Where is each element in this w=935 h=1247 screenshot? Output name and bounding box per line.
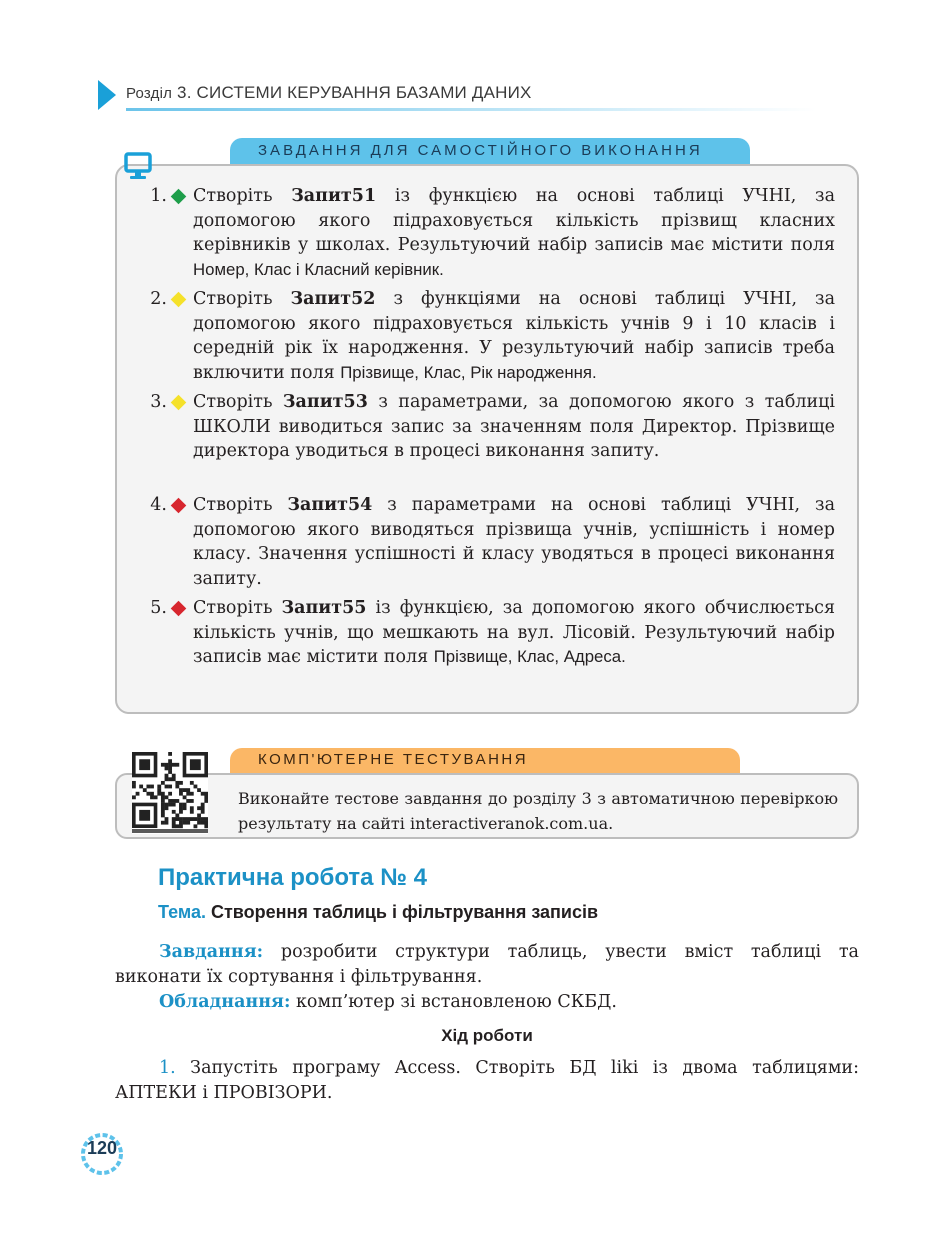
page-number: 120 — [86, 1138, 118, 1158]
level-diamond-icon — [171, 189, 187, 205]
section-header — [98, 80, 818, 112]
progress-title: Хід роботи — [441, 1026, 533, 1045]
level-diamond-icon — [171, 498, 187, 514]
task-item-3: 3. Створіть Запит53 з параметрами, за допомогою якого з таблиці ШКОЛИ виводиться запис за значенням поля Директор. Прізвище директора уводиться в процесі виконання запиту. — [145, 390, 835, 464]
step-1: 1. Запустіть програму Access. Створіть БД liki із двома таблицями: АПТЕКИ і ПРОВІЗОРИ. — [115, 1058, 859, 1103]
task-item-1: 1. Створіть Запит51 із функцією на основі таблиці УЧНІ, за допомогою якого підраховується кількість прізвищ класних керівників у школах. Результуючий набір записів має містити поля Номер, Клас і Класний керівник. — [145, 184, 835, 282]
task-number: 5. — [150, 598, 167, 618]
practical-task: Завдання: розробити структури таблиць, увести вміст таблиці та виконати їх сортування і фільтрування. — [115, 942, 859, 987]
field-names: Прізвище, Клас, Адреса. — [433, 647, 626, 667]
level-diamond-icon — [171, 395, 187, 411]
monitor-icon — [124, 152, 154, 182]
qr-code-icon[interactable] — [132, 752, 208, 834]
test-box-text: Виконайте тестове завдання до розділу 3 з автоматичною перевіркою результату на сайті interactiveranok.com.ua. — [238, 789, 838, 833]
practical-title: Практична робота № 4 — [158, 864, 427, 891]
task-item-5: 5. Створіть Запит55 із функцією, за допомогою якого обчислюється кількість учнів, що мешкають на вул. Лісовій. Результуючий набір записів має містити поля Прізвище, Клас, Адреса. — [145, 596, 835, 670]
task-number: 1. — [150, 186, 167, 206]
query-name: Запит54 — [287, 495, 373, 515]
test-box-title: КОМП'ЮТЕРНЕ ТЕСТУВАННЯ — [258, 751, 529, 768]
triangle-marker-icon — [98, 80, 116, 110]
task-number: 3. — [150, 392, 167, 412]
header-underline — [126, 108, 816, 111]
query-name: Запит55 — [281, 598, 367, 618]
task-item-4: 4. Створіть Запит54 з параметрами на основі таблиці УЧНІ, за допомогою якого виводяться прізвища учнів, успішність і номер класу. Значення успішності й класу уводяться в процесі виконання запиту. — [145, 493, 835, 591]
practical-theme: Тема. Створення таблиць і фільтрування записів — [158, 902, 599, 922]
field-names: Прізвище, Клас, Рік народження. — [340, 362, 597, 382]
level-diamond-icon — [171, 601, 187, 617]
query-name: Запит51 — [291, 186, 377, 206]
level-diamond-icon — [171, 292, 187, 308]
task-box-title: ЗАВДАННЯ ДЛЯ САМОСТІЙНОГО ВИКОНАННЯ — [258, 142, 703, 159]
section-title: Розділ 3. СИСТЕМИ КЕРУВАННЯ БАЗАМИ ДАНИХ — [126, 83, 532, 102]
task-number: 4. — [150, 495, 167, 515]
query-name: Запит53 — [282, 392, 368, 412]
field-names: Номер, Клас і Класний керівник. — [193, 259, 444, 279]
query-name: Запит52 — [290, 289, 376, 309]
task-number: 2. — [150, 289, 167, 309]
practical-equipment: Обладнання: комп’ютер зі встановленою СКБД. — [159, 992, 617, 1012]
task-item-2: 2. Створіть Запит52 з функціями на основі таблиці УЧНІ, за допомогою якого підраховується кількість учнів 9 і 10 класів і середній рік їх народження. У результуючий набір записів треба включити поля Прізвище, Клас, Рік народження. — [145, 287, 835, 385]
